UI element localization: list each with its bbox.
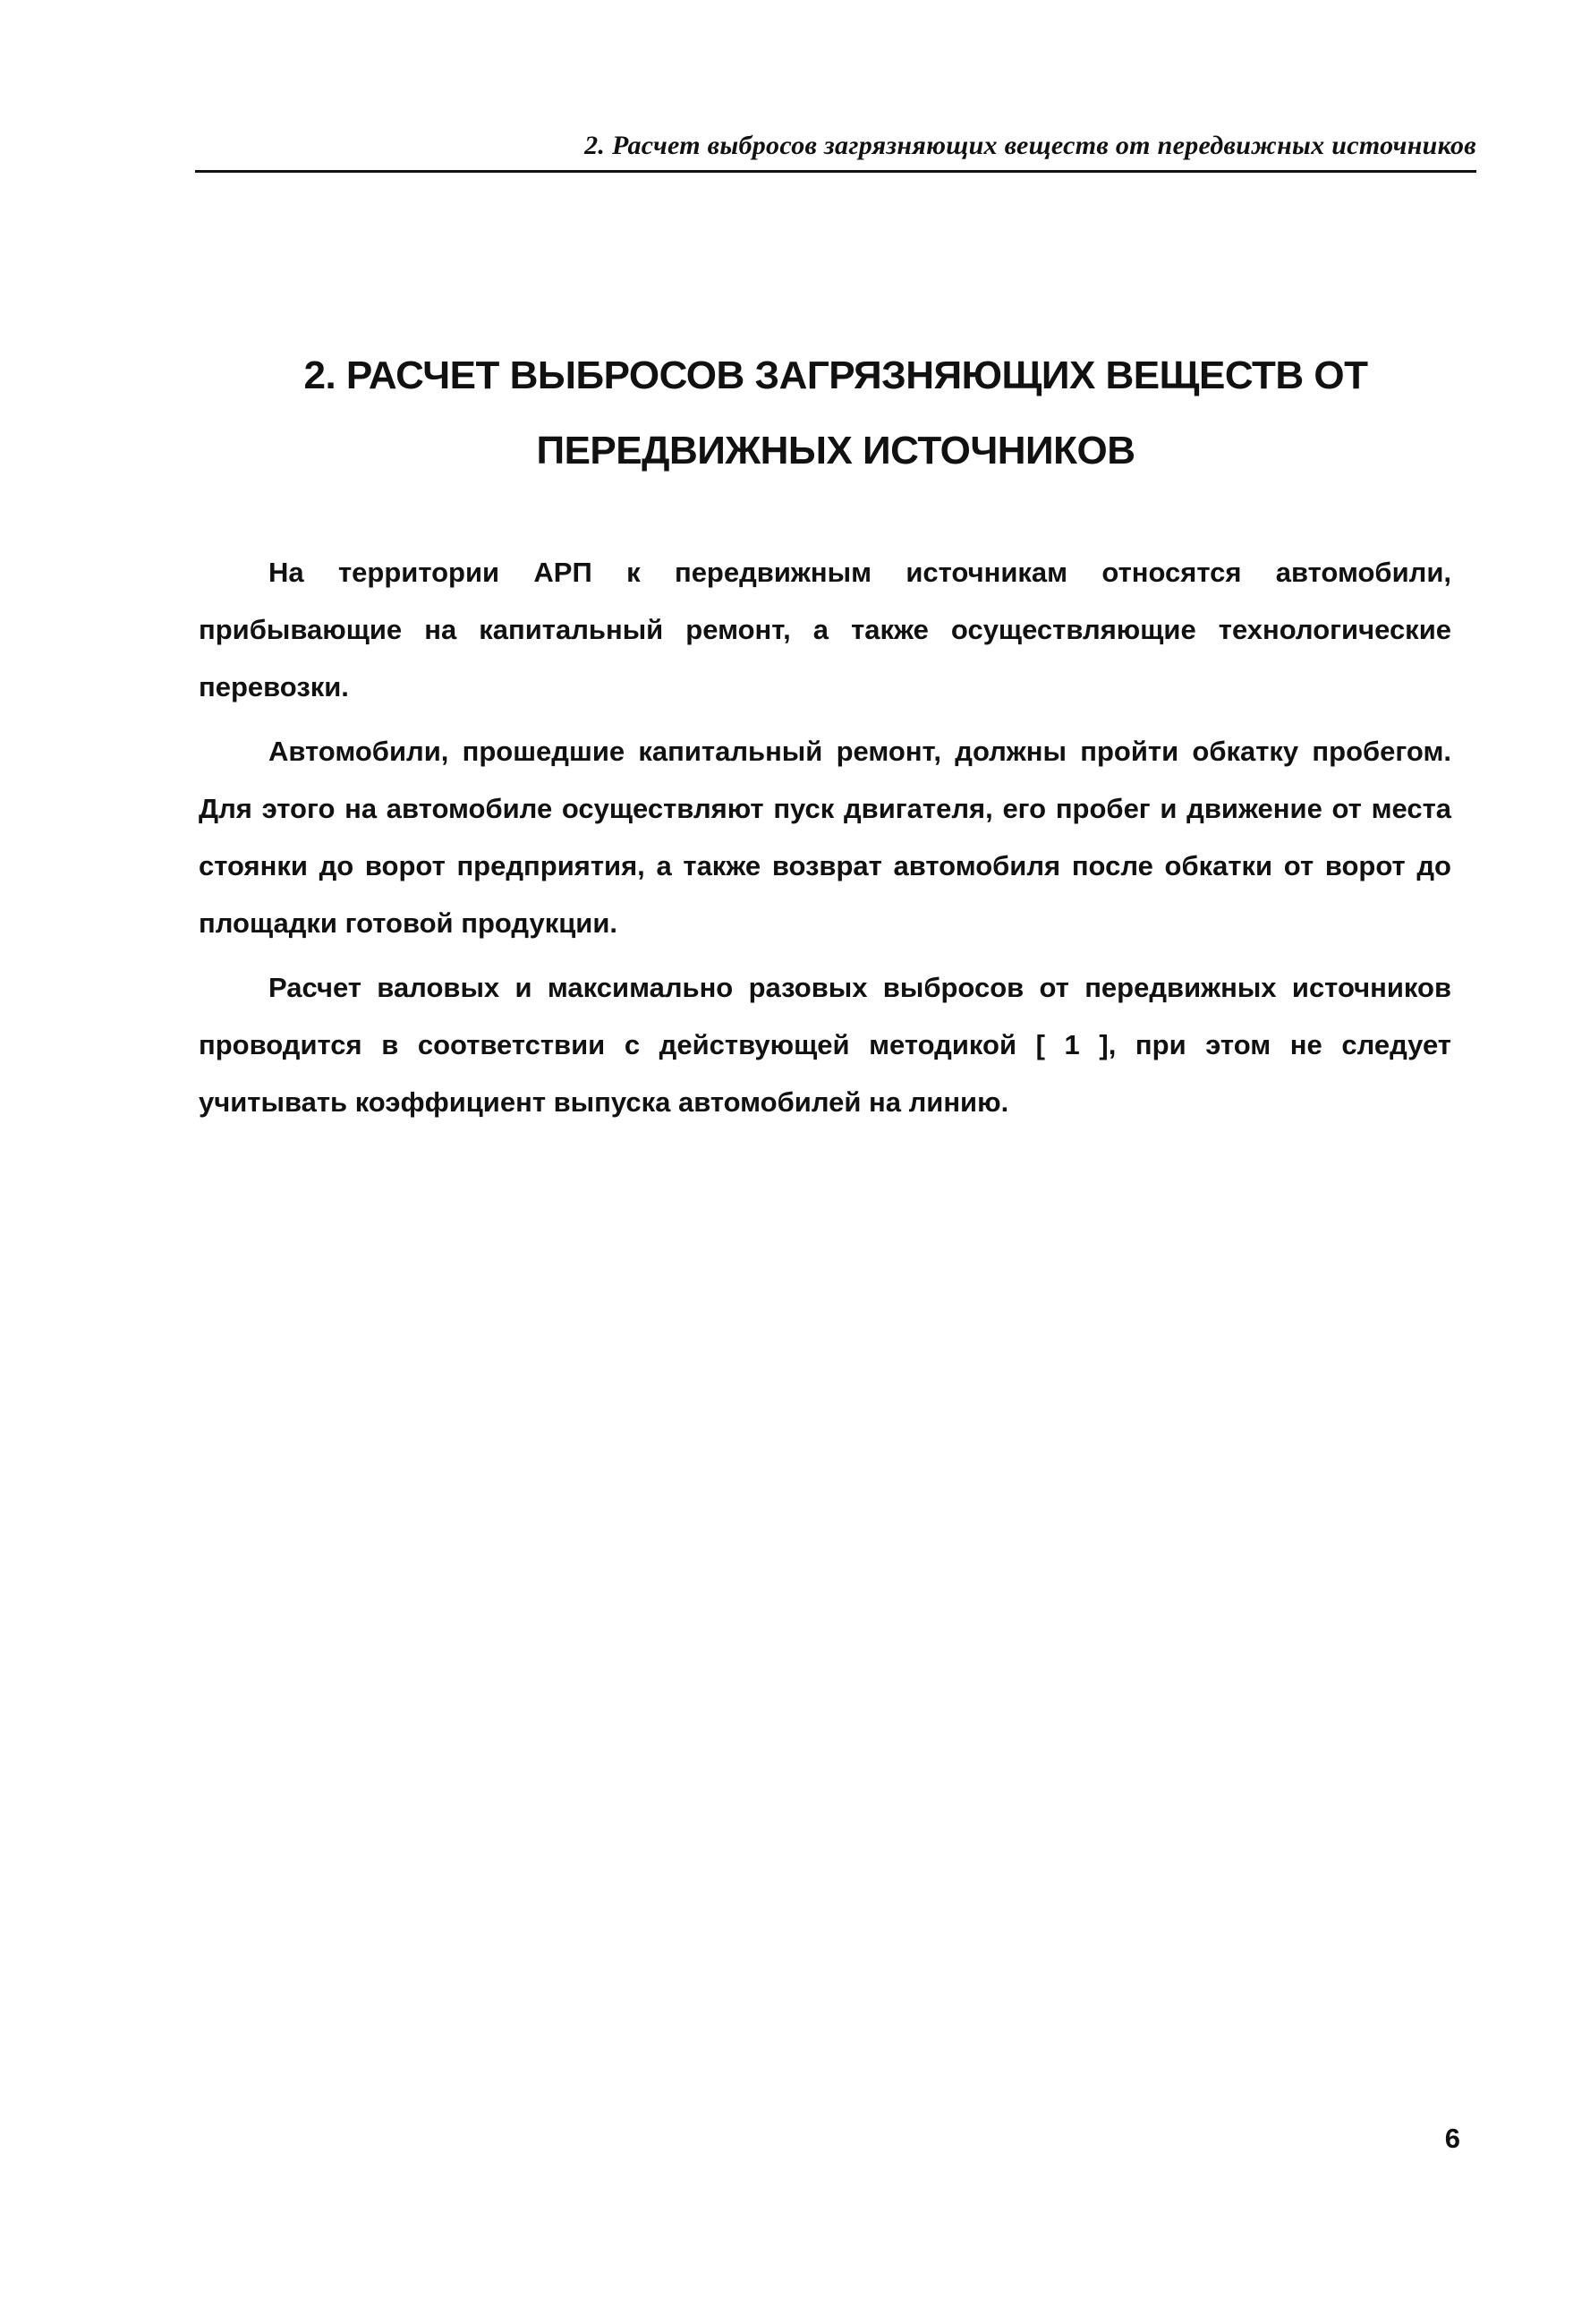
paragraph-mobile-sources: На территории АРП к передвижным источникам относятся автомобили, прибывающие на капитальный ремонт, а также осуществляющие технологические перевозки. bbox=[199, 557, 1451, 702]
running-header bbox=[195, 125, 1476, 170]
paragraph-run-in: Автомобили, прошедшие капитальный ремонт, должны пройти обкатку пробегом. Для этого на автомобиле осуществляют пуск двигателя, его пробег и движение от места стоянки до ворот предприятия, а также возврат автомобиля после обкатки от ворот до площадки готовой продукции. bbox=[199, 736, 1451, 939]
running-header-title: 2. Расчет выбросов загрязняющих веществ от передвижных источников bbox=[584, 131, 1476, 160]
header-divider bbox=[195, 170, 1476, 173]
chapter-title bbox=[195, 338, 1476, 489]
paragraph-calculation-method: Расчет валовых и максимально разовых выбросов от передвижных источников проводится в соответствии с действующей методикой [ 1 ], при этом не следует учитывать коэффициент выпуска автомобилей на линию. bbox=[199, 972, 1451, 1118]
chapter-title-line-1: 2. РАСЧЕТ ВЫБРОСОВ ЗАГРЯЗНЯЮЩИХ ВЕЩЕСТВ ОТ bbox=[303, 353, 1368, 397]
page-number: 6 bbox=[1444, 2123, 1460, 2154]
body-text bbox=[199, 544, 1451, 1138]
chapter-title-line-2: ПЕРЕДВИЖНЫХ ИСТОЧНИКОВ bbox=[536, 429, 1135, 472]
